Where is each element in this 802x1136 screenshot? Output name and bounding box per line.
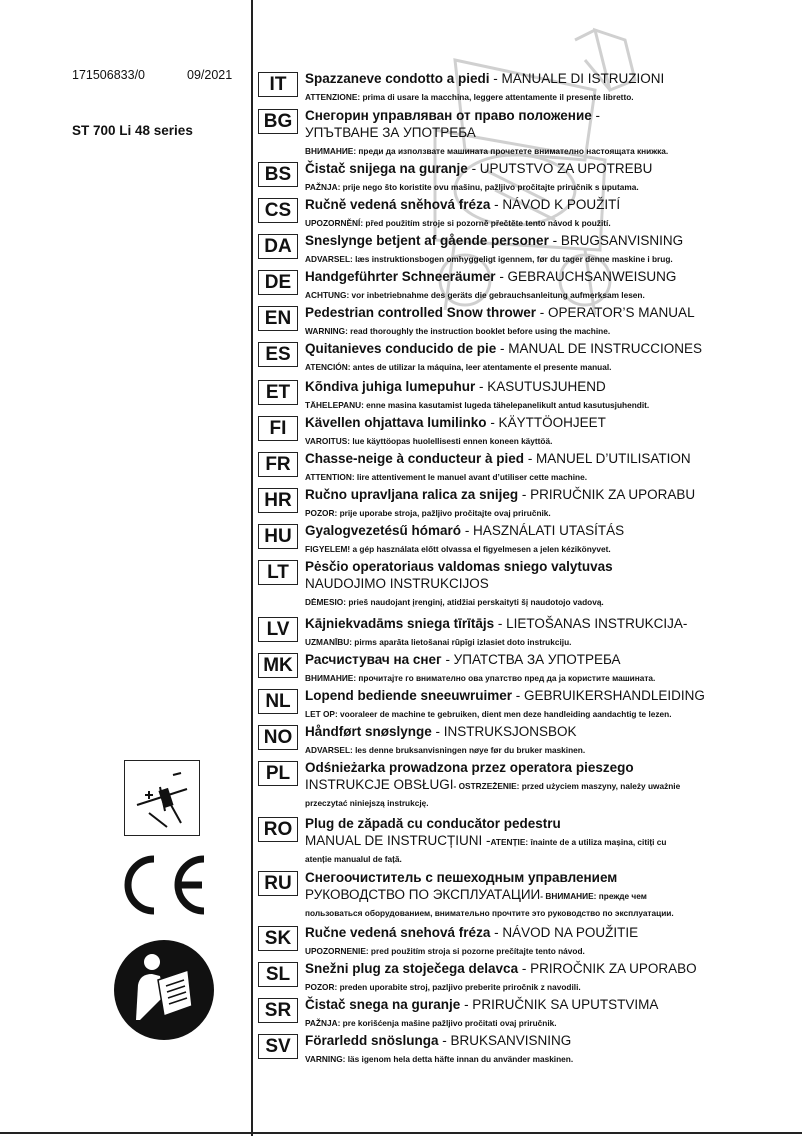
language-code: ET: [258, 380, 298, 405]
language-code: NL: [258, 689, 298, 714]
manual-type: - NÁVOD NA POUŽITIE: [490, 925, 639, 940]
warning-text: atenție manualul de față.: [305, 854, 402, 864]
doc-date: 09/2021: [187, 68, 233, 82]
warning-text: ACHTUNG: vor inbetriebnahme des geräts die gebrauchsanleitung aufmerksam lesen.: [305, 290, 645, 300]
warning-text: POZOR: prije uporabe stroja, pažljivo pročitajte ovaj priručnik.: [305, 508, 551, 518]
manual-title: [305, 724, 577, 739]
warning-text: UPOZORNENIE: pred použitím stroja si pozorne prečítajte tento návod.: [305, 946, 585, 956]
manual-type-line: [305, 887, 647, 902]
manual-type: - OPERATOR’S MANUAL: [536, 305, 695, 320]
language-code: SV: [258, 1034, 298, 1059]
manual-title: [305, 451, 691, 466]
manual-title: [305, 997, 658, 1012]
warning-text: WARNING: read thoroughly the instruction booklet before using the machine.: [305, 326, 611, 336]
warning-text: UZMANĪBU: pirms aparāta lietošanai rūpīgi izlasiet doto instrukciju.: [305, 637, 572, 647]
language-code: IT: [258, 72, 298, 97]
product-name: Snežni plug za stoječega delavca: [305, 961, 519, 976]
manual-type: - УПАТСТВА ЗА УПОТРЕБА: [441, 652, 621, 667]
manual-type: - NÁVOD K POUŽITÍ: [490, 197, 621, 212]
manual-title: [305, 652, 621, 667]
product-name: Снегорин управляван от право положение: [305, 108, 592, 123]
manual-title: [305, 870, 617, 885]
manual-title: [305, 108, 600, 123]
warning-text: ATTENZIONE: prima di usare la macchina, leggere attentamente il presente libretto.: [305, 92, 634, 102]
language-code: PL: [258, 761, 298, 786]
manual-type: - MANUALE DI ISTRUZIONI: [489, 71, 665, 86]
manual-type-line: [305, 576, 489, 591]
product-name: Plug de zăpadă cu conducător pedestru: [305, 816, 561, 831]
language-code: FI: [258, 416, 298, 441]
product-name: Sneslynge betjent af gående personer: [305, 233, 549, 248]
manual-type-text: INSTRUKCJE OBSŁUGI: [305, 777, 454, 792]
warning-text-start: - ВНИМАНИЕ: прежде чем: [540, 891, 647, 901]
language-code: BS: [258, 162, 298, 187]
product-name: Расчистувач на снег: [305, 652, 442, 667]
manual-title: [305, 559, 613, 574]
warning-text: POZOR: preden uporabite stroj, pazljivo preberite priročnik z navodili.: [305, 982, 581, 992]
manual-title: [305, 379, 606, 394]
manual-type-text: РУКОВОДСТВО ПО ЭКСПЛУАТАЦИИ: [305, 887, 541, 902]
warning-text: ATTENTION: lire attentivement le manuel avant d’utiliser cette machine.: [305, 472, 588, 482]
product-name: Håndført snøslynge: [305, 724, 432, 739]
manual-type: -: [591, 108, 601, 123]
manual-type-text: MANUAL DE INSTRUCȚIUNI -: [305, 833, 491, 848]
language-code: ES: [258, 342, 298, 367]
manual-title: [305, 760, 634, 775]
manual-type-text: УПЪТВАНЕ ЗА УПОТРЕБА: [305, 125, 476, 140]
manual-title: [305, 487, 695, 502]
warning-text: PAŽNJA: pre korišćenja mašine pažljivo pročitati ovaj priručnik.: [305, 1018, 557, 1028]
manual-type: - PRIROČNIK ZA UPORABO: [518, 961, 697, 976]
manual-title: [305, 305, 695, 320]
manual-title: [305, 233, 683, 248]
product-name: Kõndiva juhiga lumepuhur: [305, 379, 476, 394]
language-code: LV: [258, 617, 298, 642]
language-code: LT: [258, 560, 298, 585]
warning-text: ADVARSEL: les denne bruksanvisningen nøye før du bruker maskinen.: [305, 745, 586, 755]
manual-type: - BRUGSANVISNING: [548, 233, 684, 248]
product-name: Čistač snijega na guranje: [305, 161, 468, 176]
manual-title: [305, 688, 705, 703]
language-code: BG: [258, 109, 298, 134]
manual-type-line: [305, 777, 680, 792]
warning-text: LET OP: vooraleer de machine te gebruiken, dient men deze handleiding aandachtig te lezen.: [305, 709, 672, 719]
manual-type: - PRIRUČNIK SA UPUTSTVIMA: [460, 997, 659, 1012]
language-code: SL: [258, 962, 298, 987]
manual-type: - KASUTUSJUHEND: [475, 379, 606, 394]
product-name: Förarledd snöslunga: [305, 1033, 439, 1048]
warning-text: ADVARSEL: læs instruktionsbogen omhyggeligt igennem, før du tager denne maskine i brug.: [305, 254, 673, 264]
product-name: Ručne vedená snehová fréza: [305, 925, 491, 940]
manual-title: [305, 523, 624, 538]
manual-type: - KÄYTTÖOHJEET: [486, 415, 606, 430]
manual-type: - MANUEL D’UTILISATION: [524, 451, 691, 466]
manual-title: [305, 197, 620, 212]
language-code: HU: [258, 524, 298, 549]
manual-title: [305, 161, 652, 176]
language-code: DE: [258, 270, 298, 295]
language-code: SR: [258, 998, 298, 1023]
manual-type-line: [305, 833, 666, 848]
manual-type-line: [305, 125, 476, 140]
manual-type: - LIETOŠANAS INSTRUKCIJA-: [494, 616, 688, 631]
warning-text: przeczytać niniejszą instrukcję.: [305, 798, 429, 808]
warning-text: пользоваться оборудованием, внимательно прочтите это руководство по эксплуатации.: [305, 908, 674, 918]
manual-type: - GEBRAUCHSANWEISUNG: [495, 269, 677, 284]
manual-type: - GEBRUIKERSHANDLEIDING: [512, 688, 705, 703]
language-code: DA: [258, 234, 298, 259]
manual-type: - UPUTSTVO ZA UPOTREBU: [467, 161, 653, 176]
product-name: Lopend bediende sneeuwruimer: [305, 688, 513, 703]
warning-text: FIGYELEM! a gép használata előtt olvassa el figyelmesen a jelen kézikönyvet.: [305, 544, 611, 554]
manual-type: - HASZNÁLATI UTASÍTÁS: [461, 523, 625, 538]
warning-text: ВНИМАНИЕ: преди да използвате машината прочетете внимателно настоящата книжка.: [305, 146, 669, 156]
manual-type: - MANUAL DE INSTRUCCIONES: [496, 341, 703, 356]
manual-title: [305, 961, 697, 976]
warning-text: VAROITUS: lue käyttöopas huolellisesti ennen koneen käyttöä.: [305, 436, 553, 446]
warning-text: PAŽNJA: prije nego što koristite ovu mašinu, pažljivo pročitajte priručnik s uputama.: [305, 182, 639, 192]
language-code: EN: [258, 306, 298, 331]
product-name: Ručně vedená sněhová fréza: [305, 197, 491, 212]
language-code: RU: [258, 871, 298, 896]
manual-title: [305, 415, 606, 430]
warning-text: TÄHELEPANU: enne masina kasutamist lugeda tähelepanelikult antud kasutusjuhendit.: [305, 400, 650, 410]
product-name: Kājniekvadāms sniega tīrītājs: [305, 616, 495, 631]
product-name: Chasse-neige à conducteur à pied: [305, 451, 525, 466]
warning-text: UPOZORNĚNÍ: před použitím stroje si pozorně přečtěte tento návod k použití.: [305, 218, 611, 228]
doc-number: 171506833/0: [72, 68, 145, 82]
language-code: MK: [258, 653, 298, 678]
model-name: ST 700 Li 48 series: [72, 123, 193, 138]
language-code: FR: [258, 452, 298, 477]
warning-text-start: ATENȚIE: înainte de a utiliza mașina, citiți cu: [490, 837, 667, 847]
battery-icon: [124, 760, 200, 836]
bottom-divider: [0, 1132, 802, 1134]
product-name: Odśnieżarka prowadzona przez operatora pieszego: [305, 760, 634, 775]
language-code: SK: [258, 926, 298, 951]
product-name: Handgeführter Schneeräumer: [305, 269, 496, 284]
warning-text: ВНИМАНИЕ: прочитајте го внимателно ова упатство пред да ја користите машината.: [305, 673, 656, 683]
vertical-divider: [251, 0, 253, 1136]
language-code: CS: [258, 198, 298, 223]
manual-type: - INSTRUKSJONSBOK: [431, 724, 577, 739]
product-name: Pėsčio operatoriaus valdomas sniego valytuvas: [305, 559, 613, 574]
manual-title: [305, 341, 702, 356]
manual-title: [305, 925, 638, 940]
product-name: Gyalogvezetésű hómaró: [305, 523, 462, 538]
product-name: Čistač snega na guranje: [305, 997, 461, 1012]
language-code: HR: [258, 488, 298, 513]
product-name: Ručno upravljana ralica za snijeg: [305, 487, 519, 502]
manual-title: [305, 816, 561, 831]
product-name: Pedestrian controlled Snow thrower: [305, 305, 537, 320]
read-manual-icon: [114, 940, 214, 1040]
manual-title: [305, 1033, 571, 1048]
manual-title: [305, 269, 676, 284]
product-name: Снегоочиститель с пешеходным управлением: [305, 870, 618, 885]
language-code: RO: [258, 817, 298, 842]
manual-type-text: NAUDOJIMO INSTRUKCIJOS: [305, 576, 489, 591]
product-name: Spazzaneve condotto a piedi: [305, 71, 490, 86]
language-code: NO: [258, 725, 298, 750]
manual-type: - BRUKSANVISNING: [438, 1033, 572, 1048]
manual-title: [305, 616, 687, 631]
manual-type: - PRIRUČNIK ZA UPORABU: [518, 487, 696, 502]
warning-text: VARNING: läs igenom hela detta häfte innan du använder maskinen.: [305, 1054, 574, 1064]
manual-title: [305, 71, 664, 86]
product-name: Kävellen ohjattava lumilinko: [305, 415, 487, 430]
warning-text: DĖMESIO: prieš naudojant įrenginį, atidžiai perskaityti šį naudotojo vadovą.: [305, 597, 604, 607]
warning-text: ATENCIÓN: antes de utilizar la máquina, leer atentamente el presente manual.: [305, 362, 612, 372]
product-name: Quitanieves conducido de pie: [305, 341, 497, 356]
warning-text-start: - OSTRZEŻENIE: przed użyciem maszyny, należy uważnie: [453, 781, 681, 791]
ce-mark: [122, 855, 212, 915]
